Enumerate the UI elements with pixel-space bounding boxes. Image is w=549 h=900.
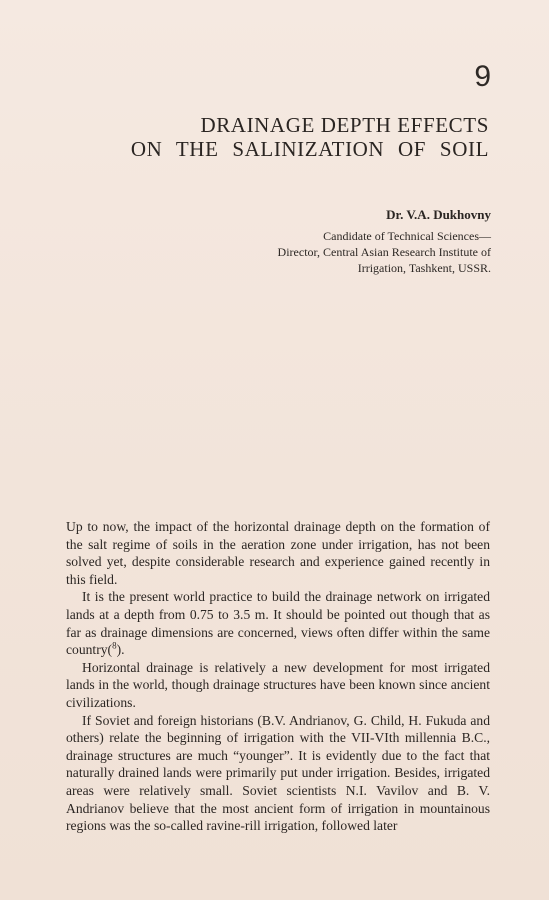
paragraph-3: Horizontal drainage is relatively a new development for most irrigated lands in the world, though drainage structures have been known since ancient civilizations. (66, 659, 490, 710)
affiliation-line-3: Irrigation, Tashkent, USSR. (357, 261, 491, 275)
body-text (66, 518, 490, 835)
affiliation-line-1: Candidate of Technical Sciences— (323, 229, 491, 243)
reference-close: ). (116, 642, 125, 658)
paragraph-1: Up to now, the impact of the horizontal drainage depth on the formation of the salt regime of soils in the aeration zone under irrigation, has not been solved yet, despite considerable research and experience gained recently in this field. (66, 519, 490, 587)
chapter-title-line-2: ON THE SALINIZATION OF SOIL (130, 137, 489, 161)
author-name: Dr. V.A. Dukhovny (386, 207, 491, 222)
chapter-title (131, 113, 489, 161)
chapter-number: 9 (474, 60, 491, 93)
paragraph-4: If Soviet and foreign historians (B.V. Andrianov, G. Child, H. Fukuda and others) relate the beginning of irrigation with the VII-VIth millennia B.C., drainage structures are much “younger”. It is evidently due to the fact that naturally drained lands were primarily put under irrigation. Besides, irrigated areas were relatively small. Soviet scientists N.I. Vavilov and B. V. Andrianov believe that the most ancient form of irrigation in mountainous regions was the so-called ravine-rill irrigation, followed later (66, 712, 490, 834)
affiliation-line-2: Director, Central Asian Research Institute of (277, 245, 491, 259)
paragraph-2 (66, 588, 490, 658)
author-affiliation (278, 228, 491, 276)
chapter-title-line-1: DRAINAGE DEPTH EFFECTS (200, 113, 489, 137)
paragraph-2-text: It is the present world practice to build the drainage network on irrigated lands at a depth from 0.75 to 3.5 m. It should be pointed out though that as far as drainage dimensions are concerned, views often differ within the same country( (66, 589, 490, 658)
reference-mark: 8 (112, 640, 117, 651)
